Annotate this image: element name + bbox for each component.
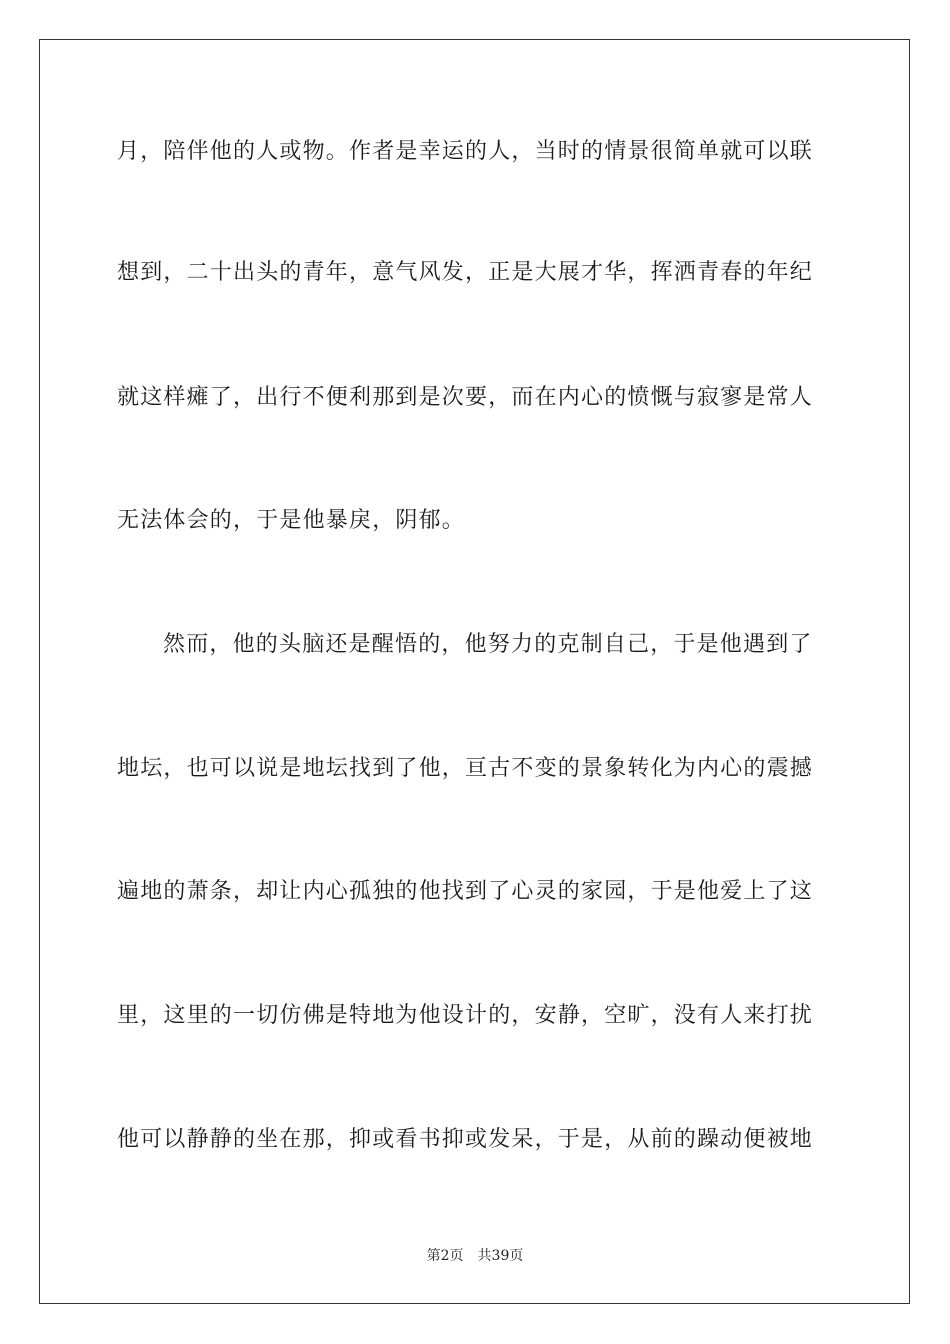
text-line-6: 地坛，也可以说是地坛找到了他，亘古不变的景象转化为内心的震撼 [117,756,814,781]
text-line-2: 想到，二十出头的青年，意气风发，正是大展才华，挥洒青春的年纪 [117,260,814,285]
page-frame [39,39,910,1304]
text-line-5: 然而，他的头脑还是醒悟的，他努力的克制自己，于是他遇到了 [163,632,813,657]
text-line-3: 就这样瘫了，出行不便利那到是次要，而在内心的愤慨与寂寥是常人 [117,385,814,410]
text-line-7: 遍地的萧条，却让内心孤独的他找到了心灵的家园，于是他爱上了这 [117,879,814,904]
page-total: 共39页 [477,1248,524,1264]
text-line-1: 月，陪伴他的人或物。作者是幸运的人，当时的情景很简单就可以联 [117,139,814,164]
text-line-8: 里，这里的一切仿佛是特地为他设计的，安静，空旷，没有人来打扰 [117,1003,814,1028]
text-line-4: 无法体会的，于是他暴戾，阴郁。 [117,508,466,533]
page-number: 第2页 [426,1248,464,1264]
text-line-9: 他可以静静的坐在那，抑或看书抑或发呆，于是，从前的躁动便被地 [117,1127,814,1152]
page-footer [0,1247,950,1265]
